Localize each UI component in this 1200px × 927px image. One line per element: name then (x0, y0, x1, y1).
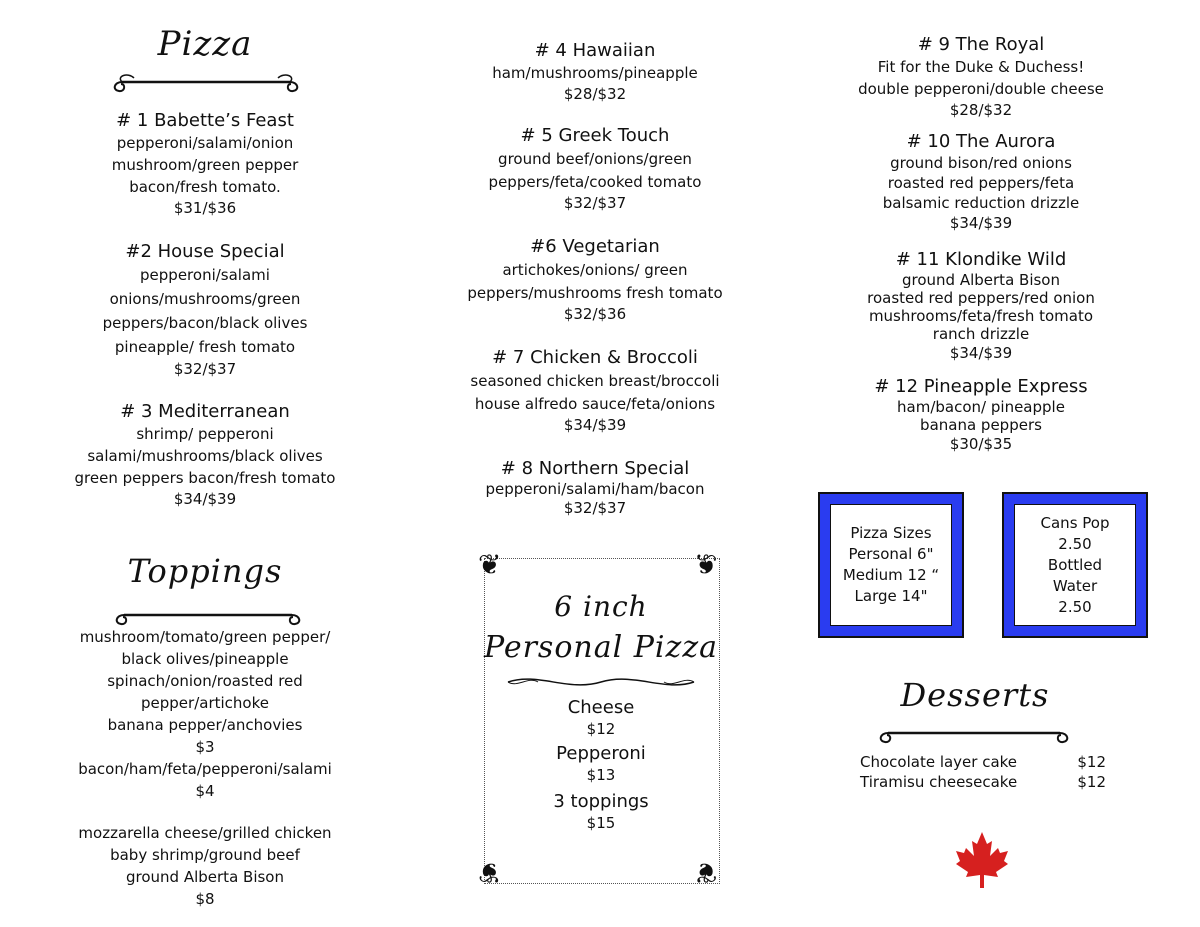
toppings-line: banana pepper/anchovies (107, 716, 303, 734)
item-title: # 12 Pineapple Express (874, 376, 1088, 397)
box-line: Medium 12 “ (842, 566, 940, 584)
item-price: $34/$39 (949, 214, 1013, 232)
item-title: # 3 Mediterranean (120, 401, 290, 422)
menu-item-6 (445, 236, 745, 324)
box-line: 2.50 (1058, 597, 1092, 616)
item-price: $28/$32 (949, 101, 1013, 119)
toppings-price: $4 (195, 782, 215, 800)
box-line: Cans Pop (1040, 513, 1110, 532)
item-desc: ground bison/red onions (890, 154, 1072, 172)
item-desc: pepperoni/salami (140, 266, 270, 284)
item-desc: balsamic reduction drizzle (882, 194, 1080, 212)
item-title: #6 Vegetarian (530, 236, 660, 257)
toppings-line: mushroom/tomato/green pepper/ (79, 628, 331, 646)
item-price: $34/$39 (563, 416, 627, 434)
toppings-line: baby shrimp/ground beef (110, 846, 300, 864)
item-desc: pineapple/ fresh tomato (114, 338, 296, 356)
flourish-divider-icon (108, 70, 304, 94)
toppings-price: $8 (195, 890, 215, 908)
box-line: Pizza Sizes (850, 524, 932, 542)
item-desc: mushroom/green pepper (111, 156, 299, 174)
dessert-row (860, 752, 1106, 772)
item-price: $30/$35 (949, 435, 1013, 453)
item-title: # 11 Klondike Wild (895, 249, 1067, 270)
dessert-row (860, 772, 1106, 792)
box-line: Water (1052, 576, 1098, 595)
dessert-name: Tiramisu cheesecake (860, 773, 1018, 791)
menu-item-11 (836, 249, 1126, 363)
toppings-line: spinach/onion/roasted red (107, 672, 303, 690)
item-price: $32/$37 (563, 194, 627, 212)
item-price: $32/$37 (563, 499, 627, 517)
personal-heading-size: 6 inch (554, 590, 648, 623)
personal-items (484, 697, 718, 833)
item-title: #2 House Special (125, 241, 285, 262)
item-desc: ranch drizzle (932, 325, 1030, 343)
personal-item-name: 3 toppings (553, 791, 649, 812)
item-desc: ground Alberta Bison (902, 271, 1060, 289)
personal-heading-title: Personal Pizza (484, 630, 719, 665)
maple-leaf-icon (952, 830, 1012, 890)
toppings-line: bacon/ham/feta/pepperoni/salami (78, 760, 332, 778)
item-desc: pepperoni/salami/ham/bacon (485, 480, 705, 498)
item-title: # 1 Babette’s Feast (116, 110, 294, 131)
desserts-heading: Desserts (900, 676, 1050, 714)
drinks-box (1002, 492, 1148, 638)
item-title: # 8 Northern Special (500, 458, 690, 479)
item-desc: onions/mushrooms/green (109, 290, 301, 308)
item-desc: roasted red peppers/feta (887, 174, 1075, 192)
dessert-name: Chocolate layer cake (860, 753, 1018, 771)
item-desc: artichokes/onions/ green (502, 261, 688, 279)
personal-item-price: $12 (586, 720, 616, 738)
corner-ornament-icon: ❦ (694, 548, 718, 581)
flourish-divider-icon (110, 603, 306, 627)
dessert-price: $12 (1077, 773, 1106, 791)
item-desc: ground beef/onions/green (498, 150, 692, 168)
item-desc: bacon/fresh tomato. (129, 178, 281, 196)
personal-item-name: Pepperoni (556, 743, 646, 764)
item-desc: peppers/bacon/black olives (102, 314, 308, 332)
item-desc: green peppers bacon/fresh tomato (74, 469, 336, 487)
item-price: $34/$39 (949, 344, 1013, 362)
menu-item-2 (60, 241, 350, 379)
corner-ornament-icon: ❦ (478, 856, 502, 889)
box-line: Personal 6" (848, 545, 934, 563)
menu-item-1 (60, 110, 350, 218)
toppings-list (50, 626, 360, 910)
menu-item-3 (48, 401, 362, 509)
flourish-divider-icon (498, 670, 704, 694)
item-title: # 10 The Aurora (906, 131, 1056, 152)
item-desc: banana peppers (920, 416, 1042, 434)
item-price: $32/$37 (173, 360, 237, 378)
toppings-price: $3 (195, 738, 215, 756)
box-line: Bottled (1047, 555, 1103, 574)
toppings-line: pepper/artichoke (141, 694, 269, 712)
item-desc: shrimp/ pepperoni (136, 425, 274, 443)
item-desc: pepperoni/salami/onion (116, 134, 294, 152)
item-price: $32/$36 (563, 305, 627, 323)
flourish-divider-icon (874, 721, 1074, 745)
item-desc: ham/mushrooms/pineapple (492, 64, 698, 82)
item-price: $31/$36 (173, 199, 237, 217)
menu-item-10 (836, 131, 1126, 233)
item-price: $34/$39 (173, 490, 237, 508)
menu-item-9 (836, 34, 1126, 120)
item-title: # 9 The Royal (917, 34, 1045, 55)
item-desc: house alfredo sauce/feta/onions (474, 395, 716, 413)
toppings-line: black olives/pineapple (121, 650, 289, 668)
personal-item-name: Cheese (567, 697, 635, 718)
desserts-list (860, 752, 1106, 792)
menu-item-8 (450, 458, 740, 518)
item-price: $28/$32 (563, 85, 627, 103)
item-title: # 5 Greek Touch (520, 125, 670, 146)
corner-ornament-icon: ❦ (694, 856, 718, 889)
menu-item-5 (450, 125, 740, 213)
personal-item-price: $15 (586, 814, 616, 832)
toppings-line: mozzarella cheese/grilled chicken (78, 824, 332, 842)
toppings-heading: Toppings (127, 552, 283, 590)
item-title: # 7 Chicken & Broccoli (492, 347, 698, 368)
menu-item-4 (450, 40, 740, 104)
pizza-sizes-box (818, 492, 964, 638)
corner-ornament-icon: ❦ (478, 548, 502, 581)
menu-item-12 (836, 376, 1126, 454)
item-desc: mushrooms/feta/fresh tomato (868, 307, 1094, 325)
item-desc: double pepperoni/double cheese (858, 80, 1104, 98)
item-desc: peppers/mushrooms fresh tomato (467, 284, 723, 302)
item-desc: peppers/feta/cooked tomato (488, 173, 702, 191)
box-line: 2.50 (1058, 534, 1092, 553)
item-title: # 4 Hawaiian (534, 40, 656, 61)
pizza-heading: Pizza (157, 24, 253, 64)
box-line: Large 14" (854, 587, 928, 605)
menu-item-7 (445, 347, 745, 435)
toppings-line: ground Alberta Bison (126, 868, 284, 886)
item-desc: salami/mushrooms/black olives (87, 447, 323, 465)
item-desc: seasoned chicken breast/broccoli (470, 372, 720, 390)
dessert-price: $12 (1077, 753, 1106, 771)
item-desc: roasted red peppers/red onion (867, 289, 1095, 307)
item-desc: Fit for the Duke & Duchess! (877, 58, 1085, 76)
personal-item-price: $13 (586, 766, 616, 784)
item-desc: ham/bacon/ pineapple (897, 398, 1065, 416)
